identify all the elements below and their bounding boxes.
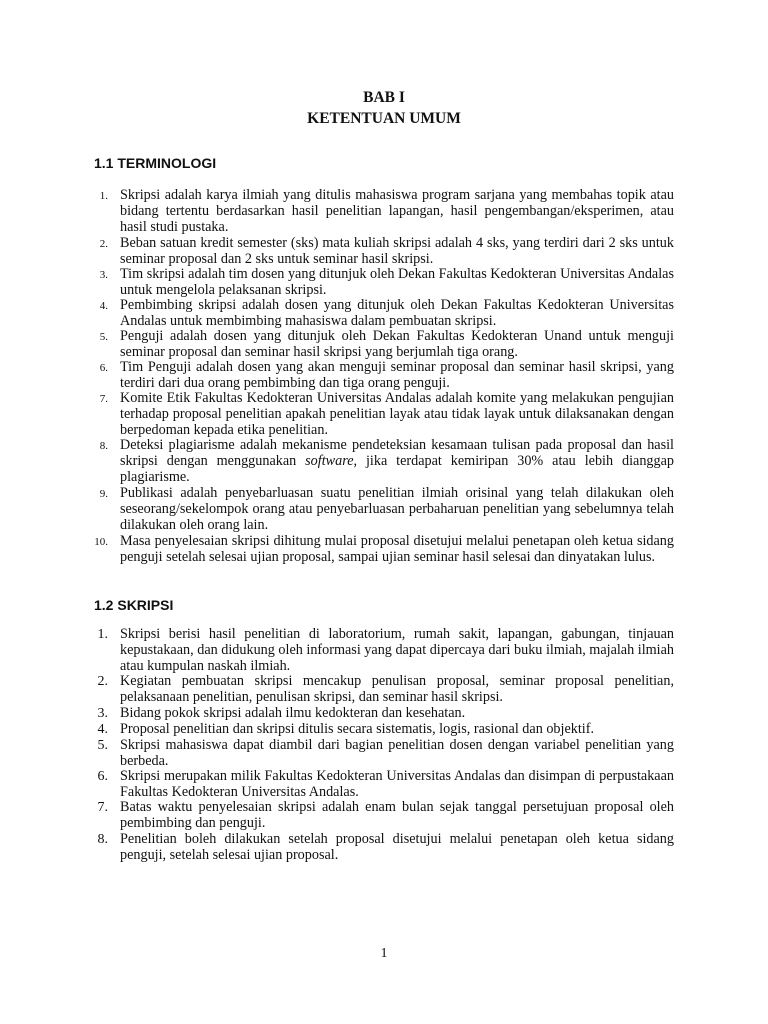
chapter-title: KETENTUAN UMUM (307, 110, 461, 127)
list-item-number: 10. (94, 536, 108, 548)
list-item-text (120, 627, 674, 674)
list-item-text (120, 738, 674, 770)
section-heading-skripsi: 1.2 SKRIPSI (94, 597, 174, 613)
list-item-text-part: Skripsi adalah karya ilmiah yang ditulis mahasiswa program sarjana yang membahas topik atau bidang tertentu berdasarkan hasil penelitian lapangan, hasil pengembangan/eksperimen, atau hasil studi pustaka. (120, 187, 674, 235)
list-item-number: 6. (99, 362, 108, 374)
list-item-text-part: Deteksi plagiarisme adalah mekanisme pendeteksian kesamaan tulisan pada proposal dan hasil skripsi dengan menggunakan (120, 437, 674, 469)
list-item-number: 5. (97, 738, 108, 753)
list-item-text (120, 832, 674, 864)
list-item-text-part: Skripsi berisi hasil penelitian di laboratorium, rumah sakit, lapangan, gabungan, tinjauan kepustakaan, dan didukung oleh informasi yang dapat dipercaya dari buku ilmiah, majalah ilmiah atau kumpulan naskah ilmiah. (120, 626, 674, 674)
list-item-text-part: Beban satuan kredit semester (sks) mata kuliah skripsi adalah 4 sks, yang terdiri dari 2 sks untuk seminar proposal dan 2 sks untuk seminar hasil skripsi. (120, 235, 674, 267)
list-item-number: 2. (97, 674, 108, 689)
list-item-text (120, 391, 674, 438)
list-item-text (120, 188, 674, 235)
list-item-text (120, 706, 674, 722)
list-item-number: 7. (99, 393, 108, 405)
list-item-text (120, 360, 674, 392)
list-item-text-part: Skripsi mahasiswa dapat diambil dari bagian penelitian dosen dengan variabel penelitian yang berbeda. (120, 737, 674, 769)
chapter-number: BAB I (363, 89, 405, 106)
list-item-number: 8. (97, 832, 108, 847)
list-item-number: 6. (97, 769, 108, 784)
list-item-text (120, 486, 674, 533)
list-item-text (120, 722, 674, 738)
list-item-number: 3. (97, 706, 108, 721)
list-item-text-part: , jika terdapat kemiripan 30% atau lebih dianggap plagiarisme. (120, 452, 674, 485)
list-item-text (120, 438, 674, 485)
list-item-text (120, 267, 674, 299)
list-item-number: 5. (99, 331, 108, 343)
list-item-number: 4. (99, 300, 108, 312)
list-item-text (120, 329, 674, 361)
section-heading-terminologi: 1.1 TERMINOLOGI (94, 155, 217, 171)
list-item-text-part: Komite Etik Fakultas Kedokteran Universitas Andalas adalah komite yang melakukan pengujian terhadap proposal penelitian apakah penelitian layak atau tidak layak untuk dilaksanakan dengan berpedoman kepada etika penelitian. (120, 390, 674, 438)
list-item-text-part: Publikasi adalah penyebarluasan suatu penelitian ilmiah orisinal yang telah dilakukan oleh seseorang/sekelompok orang atau penyebarluasan perbaharuan penelitian yang sebelumnya telah dilakukan oleh orang lain. (120, 485, 674, 533)
list-item-text (120, 769, 674, 801)
list-item-text-part: Kegiatan pembuatan skripsi mencakup penulisan proposal, seminar proposal penelitian, pelaksanaan penelitian, penulisan skripsi, dan seminar hasil skripsi. (120, 673, 674, 705)
list-item-number: 1. (99, 190, 108, 202)
list-item-text-part: Pembimbing skripsi adalah dosen yang ditunjuk oleh Dekan Fakultas Kedokteran Universitas Andalas untuk membimbing mahasiswa dalam pembuatan skripsi. (120, 297, 674, 329)
list-item-emphasis: software (305, 452, 354, 469)
page-number: 1 (380, 946, 388, 961)
list-item-number: 2. (99, 238, 108, 250)
list-item-text-part: Penguji adalah dosen yang ditunjuk oleh Dekan Fakultas Kedokteran Unand untuk menguji seminar proposal dan seminar hasil skripsi yang berjumlah tiga orang. (120, 328, 674, 360)
list-item-text (120, 800, 674, 832)
list-item-text (120, 534, 674, 566)
list-item-text (120, 236, 674, 268)
list-item-text (120, 674, 674, 706)
list-item-number: 3. (99, 269, 108, 281)
list-item-number: 7. (97, 800, 108, 815)
list-item-text (120, 298, 674, 330)
list-item-number: 8. (99, 440, 108, 452)
list-item-number: 9. (99, 488, 108, 500)
list-item-text-part: Bidang pokok skripsi adalah ilmu kedokteran dan kesehatan. (120, 705, 466, 721)
list-item-text-part: Batas waktu penyelesaian skripsi adalah enam bulan sejak tanggal persetujuan proposal oleh pembimbing dan penguji. (120, 799, 674, 831)
list-item-text-part: Penelitian boleh dilakukan setelah proposal disetujui melalui penetapan oleh ketua sidang penguji, setelah selesai ujian proposal. (120, 831, 674, 863)
list-item-text-part: Skripsi merupakan milik Fakultas Kedokteran Universitas Andalas dan disimpan di perpustakaan Fakultas Kedokteran Universitas Andalas. (120, 768, 674, 800)
list-item-text-part: Tim skripsi adalah tim dosen yang ditunjuk oleh Dekan Fakultas Kedokteran Universitas Andalas untuk mengelola pelaksanan skripsi. (120, 266, 674, 298)
list-item-text-part: Masa penyelesaian skripsi dihitung mulai proposal disetujui melalui penetapan oleh ketua sidang penguji setelah selesai ujian proposal, sampai ujian seminar hasil selesai dan dinyatakan lulus. (120, 533, 674, 565)
list-item-number: 1. (97, 627, 108, 642)
list-item-text-part: Tim Penguji adalah dosen yang akan menguji seminar proposal dan seminar hasil skripsi, yang terdiri dari dua orang pembimbing dan tiga orang penguji. (120, 359, 674, 391)
list-item-text-part: Proposal penelitian dan skripsi ditulis secara sistematis, logis, rasional dan objektif. (120, 721, 595, 737)
list-item-number: 4. (97, 722, 108, 737)
